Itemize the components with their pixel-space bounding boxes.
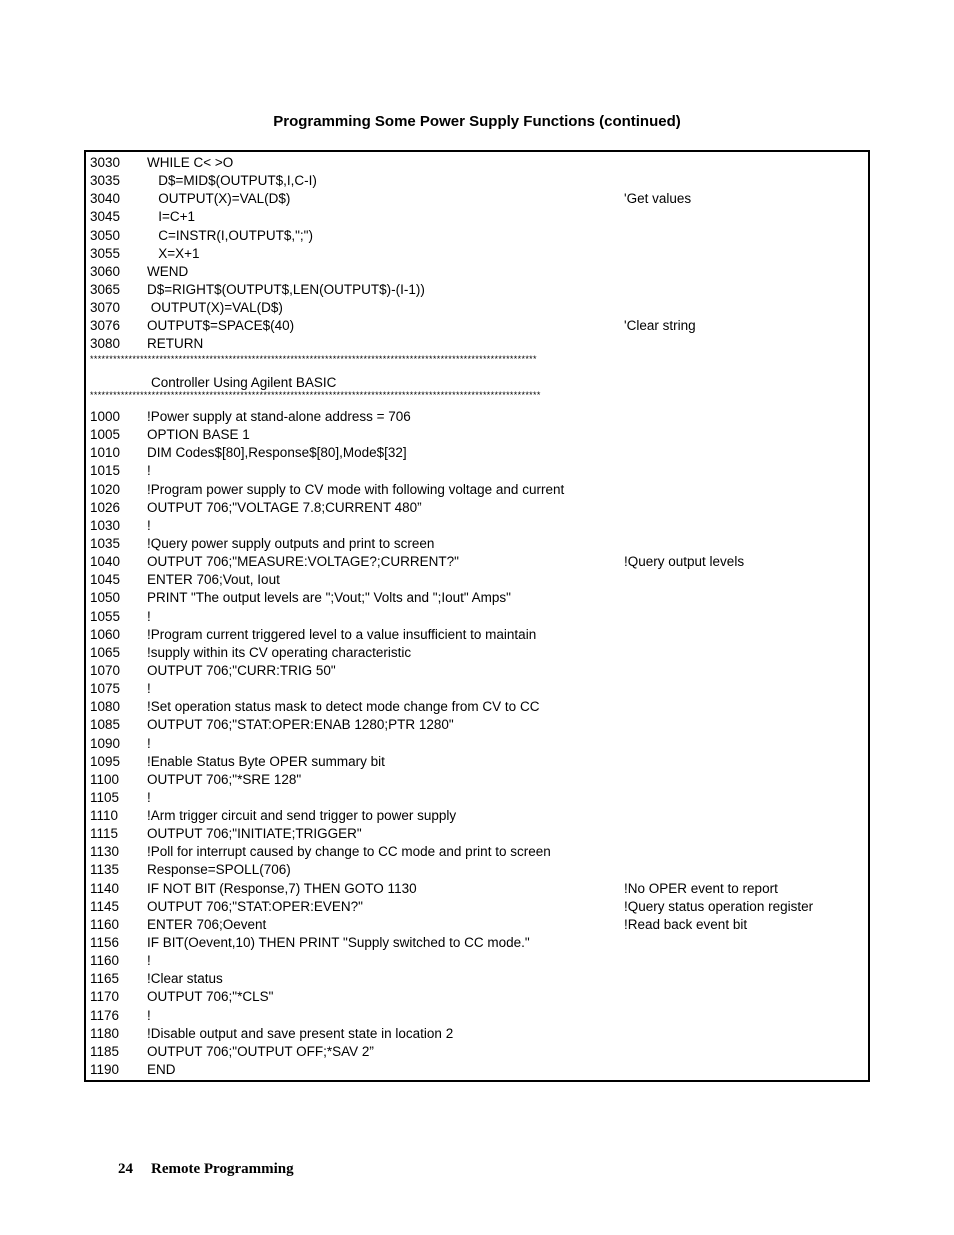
code-text: OUTPUT(X)=VAL(D$) [147, 191, 291, 207]
code-line [90, 481, 864, 499]
code-text: ! [147, 953, 151, 969]
code-text: OUTPUT 706;"INITIATE;TRIGGER" [147, 826, 362, 842]
line-number: 1115 [90, 826, 119, 842]
line-number: 1070 [90, 662, 121, 678]
code-text: I=C+1 [147, 209, 196, 225]
code-text: OUTPUT 706;"CURR:TRIG 50" [147, 662, 336, 678]
line-number: 1015 [90, 463, 121, 479]
code-text: !supply within its CV operating characteristic [147, 644, 412, 660]
code-text: OUTPUT 706;"MEASURE:VOLTAGE?;CURRENT?" [147, 554, 459, 570]
line-number: 1040 [90, 554, 121, 570]
line-comment: !Query status operation register [624, 898, 814, 914]
code-text: RETURN [147, 336, 204, 352]
code-line [90, 517, 864, 535]
line-number: 1020 [90, 481, 121, 497]
code-line [90, 716, 864, 734]
section-heading [90, 372, 864, 390]
code-line [90, 825, 864, 843]
code-text: Response=SPOLL(706) [147, 862, 291, 878]
line-number: 3080 [90, 336, 121, 352]
line-number: 1130 [90, 844, 120, 860]
line-number: 1095 [90, 753, 121, 769]
code-line [90, 172, 864, 190]
code-line [90, 1007, 864, 1025]
code-line [90, 952, 864, 970]
code-line [90, 335, 864, 353]
line-number: 1065 [90, 644, 121, 660]
code-text: OUTPUT(X)=VAL(D$) [147, 300, 283, 316]
code-line [90, 735, 864, 753]
code-line [90, 934, 864, 952]
code-text: OUTPUT$=SPACE$(40) [147, 318, 295, 334]
code-text: !Set operation status mask to detect mode change from CV to CC [147, 699, 540, 715]
code-text: !Clear status [147, 971, 223, 987]
line-comment: !No OPER event to report [624, 880, 778, 896]
line-number: 1000 [90, 408, 121, 424]
code-line [90, 589, 864, 607]
code-text: OUTPUT 706;"OUTPUT OFF;*SAV 2” [147, 1043, 374, 1059]
code-line [90, 208, 864, 226]
code-text: ! [147, 735, 151, 751]
page-title: Programming Some Power Supply Functions (continued) [273, 113, 681, 130]
code-line [90, 608, 864, 626]
code-line [90, 462, 864, 480]
code-line [90, 970, 864, 988]
line-number: 1170 [90, 989, 120, 1005]
line-number: 1190 [90, 1062, 120, 1078]
footer-section: Remote Programming [151, 1161, 294, 1177]
code-line [90, 571, 864, 589]
code-line [90, 771, 864, 789]
line-number: 1055 [90, 608, 121, 624]
line-number: 3055 [90, 245, 121, 261]
line-number: 1026 [90, 499, 121, 515]
code-text: D$=RIGHT$(OUTPUT$,LEN(OUTPUT$)-(I-1)) [147, 281, 425, 297]
line-number: 3070 [90, 300, 121, 316]
code-text: !Program power supply to CV mode with following voltage and current [147, 481, 565, 497]
code-text: !Poll for interrupt caused by change to CC mode and print to screen [147, 844, 551, 860]
code-text: ! [147, 1007, 151, 1023]
line-number: 3050 [90, 227, 121, 243]
listing-part-1 [90, 154, 864, 354]
code-text: ! [147, 789, 151, 805]
line-number: 1135 [90, 862, 120, 878]
code-text: ! [147, 681, 151, 697]
line-number: 1105 [90, 789, 120, 805]
code-text: IF BIT(Oevent,10) THEN PRINT "Supply switched to CC mode." [147, 935, 530, 951]
code-text: OUTPUT 706;"STAT:OPER:EVEN?" [147, 898, 363, 914]
code-line [90, 680, 864, 698]
line-number: 1050 [90, 590, 121, 606]
code-line [90, 535, 864, 553]
line-number: 1005 [90, 427, 121, 443]
code-listing [90, 154, 864, 1079]
line-number: 3045 [90, 209, 121, 225]
code-text: OUTPUT 706;"*CLS" [147, 989, 274, 1005]
code-text: !Query power supply outputs and print to screen [147, 535, 435, 551]
line-number: 1160 [90, 916, 120, 932]
code-line [90, 263, 864, 281]
line-number: 1030 [90, 517, 121, 533]
line-number: 1180 [90, 1025, 120, 1041]
code-line [90, 281, 864, 299]
line-number: 3076 [90, 318, 121, 334]
code-line [90, 227, 864, 245]
line-comment: !Read back event bit [624, 916, 748, 932]
line-number: 1100 [90, 771, 120, 787]
code-text: !Disable output and save present state in location 2 [147, 1025, 454, 1041]
code-text: !Arm trigger circuit and send trigger to power supply [147, 808, 457, 824]
code-text: IF NOT BIT (Response,7) THEN GOTO 1130 [147, 880, 417, 896]
code-line [90, 988, 864, 1006]
code-line [90, 1025, 864, 1043]
listing-part-2 [90, 408, 864, 1079]
line-number: 1010 [90, 445, 121, 461]
separator-top: ******************************************************************************************************************** [90, 353, 537, 364]
line-comment: 'Clear string [624, 318, 696, 334]
line-number: 1075 [90, 681, 121, 697]
code-line [90, 916, 864, 934]
code-text: OUTPUT 706;"VOLTAGE 7.8;CURRENT 480” [147, 499, 422, 515]
line-number: 1185 [90, 1043, 120, 1059]
line-number: 3065 [90, 281, 121, 297]
code-line [90, 861, 864, 879]
code-line [90, 190, 864, 208]
code-line [90, 426, 864, 444]
code-line [90, 245, 864, 263]
code-listing-box [84, 150, 870, 1082]
line-number: 1090 [90, 735, 121, 751]
line-number: 1110 [90, 808, 119, 824]
code-line [90, 1043, 864, 1061]
code-text: PRINT "The output levels are ";Vout;" Volts and ";Iout" Amps" [147, 590, 511, 606]
line-number: 3040 [90, 191, 121, 207]
code-line [90, 807, 864, 825]
line-number: 1176 [90, 1007, 120, 1023]
code-line [90, 753, 864, 771]
code-text: OPTION BASE 1 [147, 427, 250, 443]
line-number: 1080 [90, 699, 121, 715]
line-number: 1045 [90, 572, 121, 588]
section-title: Controller Using Agilent BASIC [151, 374, 337, 390]
code-line [90, 499, 864, 517]
code-text: X=X+1 [147, 245, 200, 261]
code-text: ! [147, 463, 151, 479]
code-line [90, 444, 864, 462]
code-text: DIM Codes$[80],Response$[80],Mode$[32] [147, 445, 407, 461]
code-line [90, 898, 864, 916]
code-text: ENTER 706;Oevent [147, 916, 267, 932]
line-number: 1140 [90, 880, 120, 896]
code-line [90, 299, 864, 317]
line-number: 1145 [90, 898, 120, 914]
code-line [90, 154, 864, 172]
code-line [90, 880, 864, 898]
line-number: 1060 [90, 626, 121, 642]
code-text: ENTER 706;Vout, Iout [147, 572, 280, 588]
code-line [90, 626, 864, 644]
code-line [90, 408, 864, 426]
code-text: ! [147, 608, 151, 624]
line-number: 3060 [90, 263, 121, 279]
page-number: 24 [118, 1161, 133, 1177]
code-text: !Enable Status Byte OPER summary bit [147, 753, 385, 769]
code-line [90, 789, 864, 807]
page-footer [118, 1161, 294, 1178]
line-number: 1160 [90, 953, 120, 969]
code-line [90, 843, 864, 861]
line-number: 1035 [90, 535, 121, 551]
code-line [90, 644, 864, 662]
line-comment: 'Get values [624, 191, 692, 207]
code-line [90, 1061, 864, 1079]
separator-bottom: ********************************************************************************************************************* [90, 389, 541, 400]
line-number: 3035 [90, 173, 121, 189]
code-text: WEND [147, 263, 189, 279]
code-text: D$=MID$(OUTPUT$,I,C-I) [147, 173, 317, 189]
code-line [90, 698, 864, 716]
code-text: END [147, 1062, 176, 1078]
line-number: 1165 [90, 971, 120, 987]
code-text: C=INSTR(I,OUTPUT$,";") [147, 227, 313, 243]
line-number: 1085 [90, 717, 121, 733]
code-text: OUTPUT 706;"STAT:OPER:ENAB 1280;PTR 1280" [147, 717, 454, 733]
line-number: 1156 [90, 935, 120, 951]
code-line [90, 662, 864, 680]
code-text: OUTPUT 706;"*SRE 128" [147, 771, 302, 787]
line-number: 3030 [90, 155, 121, 170]
code-text: ! [147, 517, 151, 533]
code-line [90, 317, 864, 335]
code-text: WHILE C< >O [147, 155, 234, 170]
line-comment: !Query output levels [624, 554, 745, 570]
code-line [90, 553, 864, 571]
code-text: !Power supply at stand-alone address = 706 [147, 408, 411, 424]
code-text: !Program current triggered level to a value insufficient to maintain [147, 626, 537, 642]
